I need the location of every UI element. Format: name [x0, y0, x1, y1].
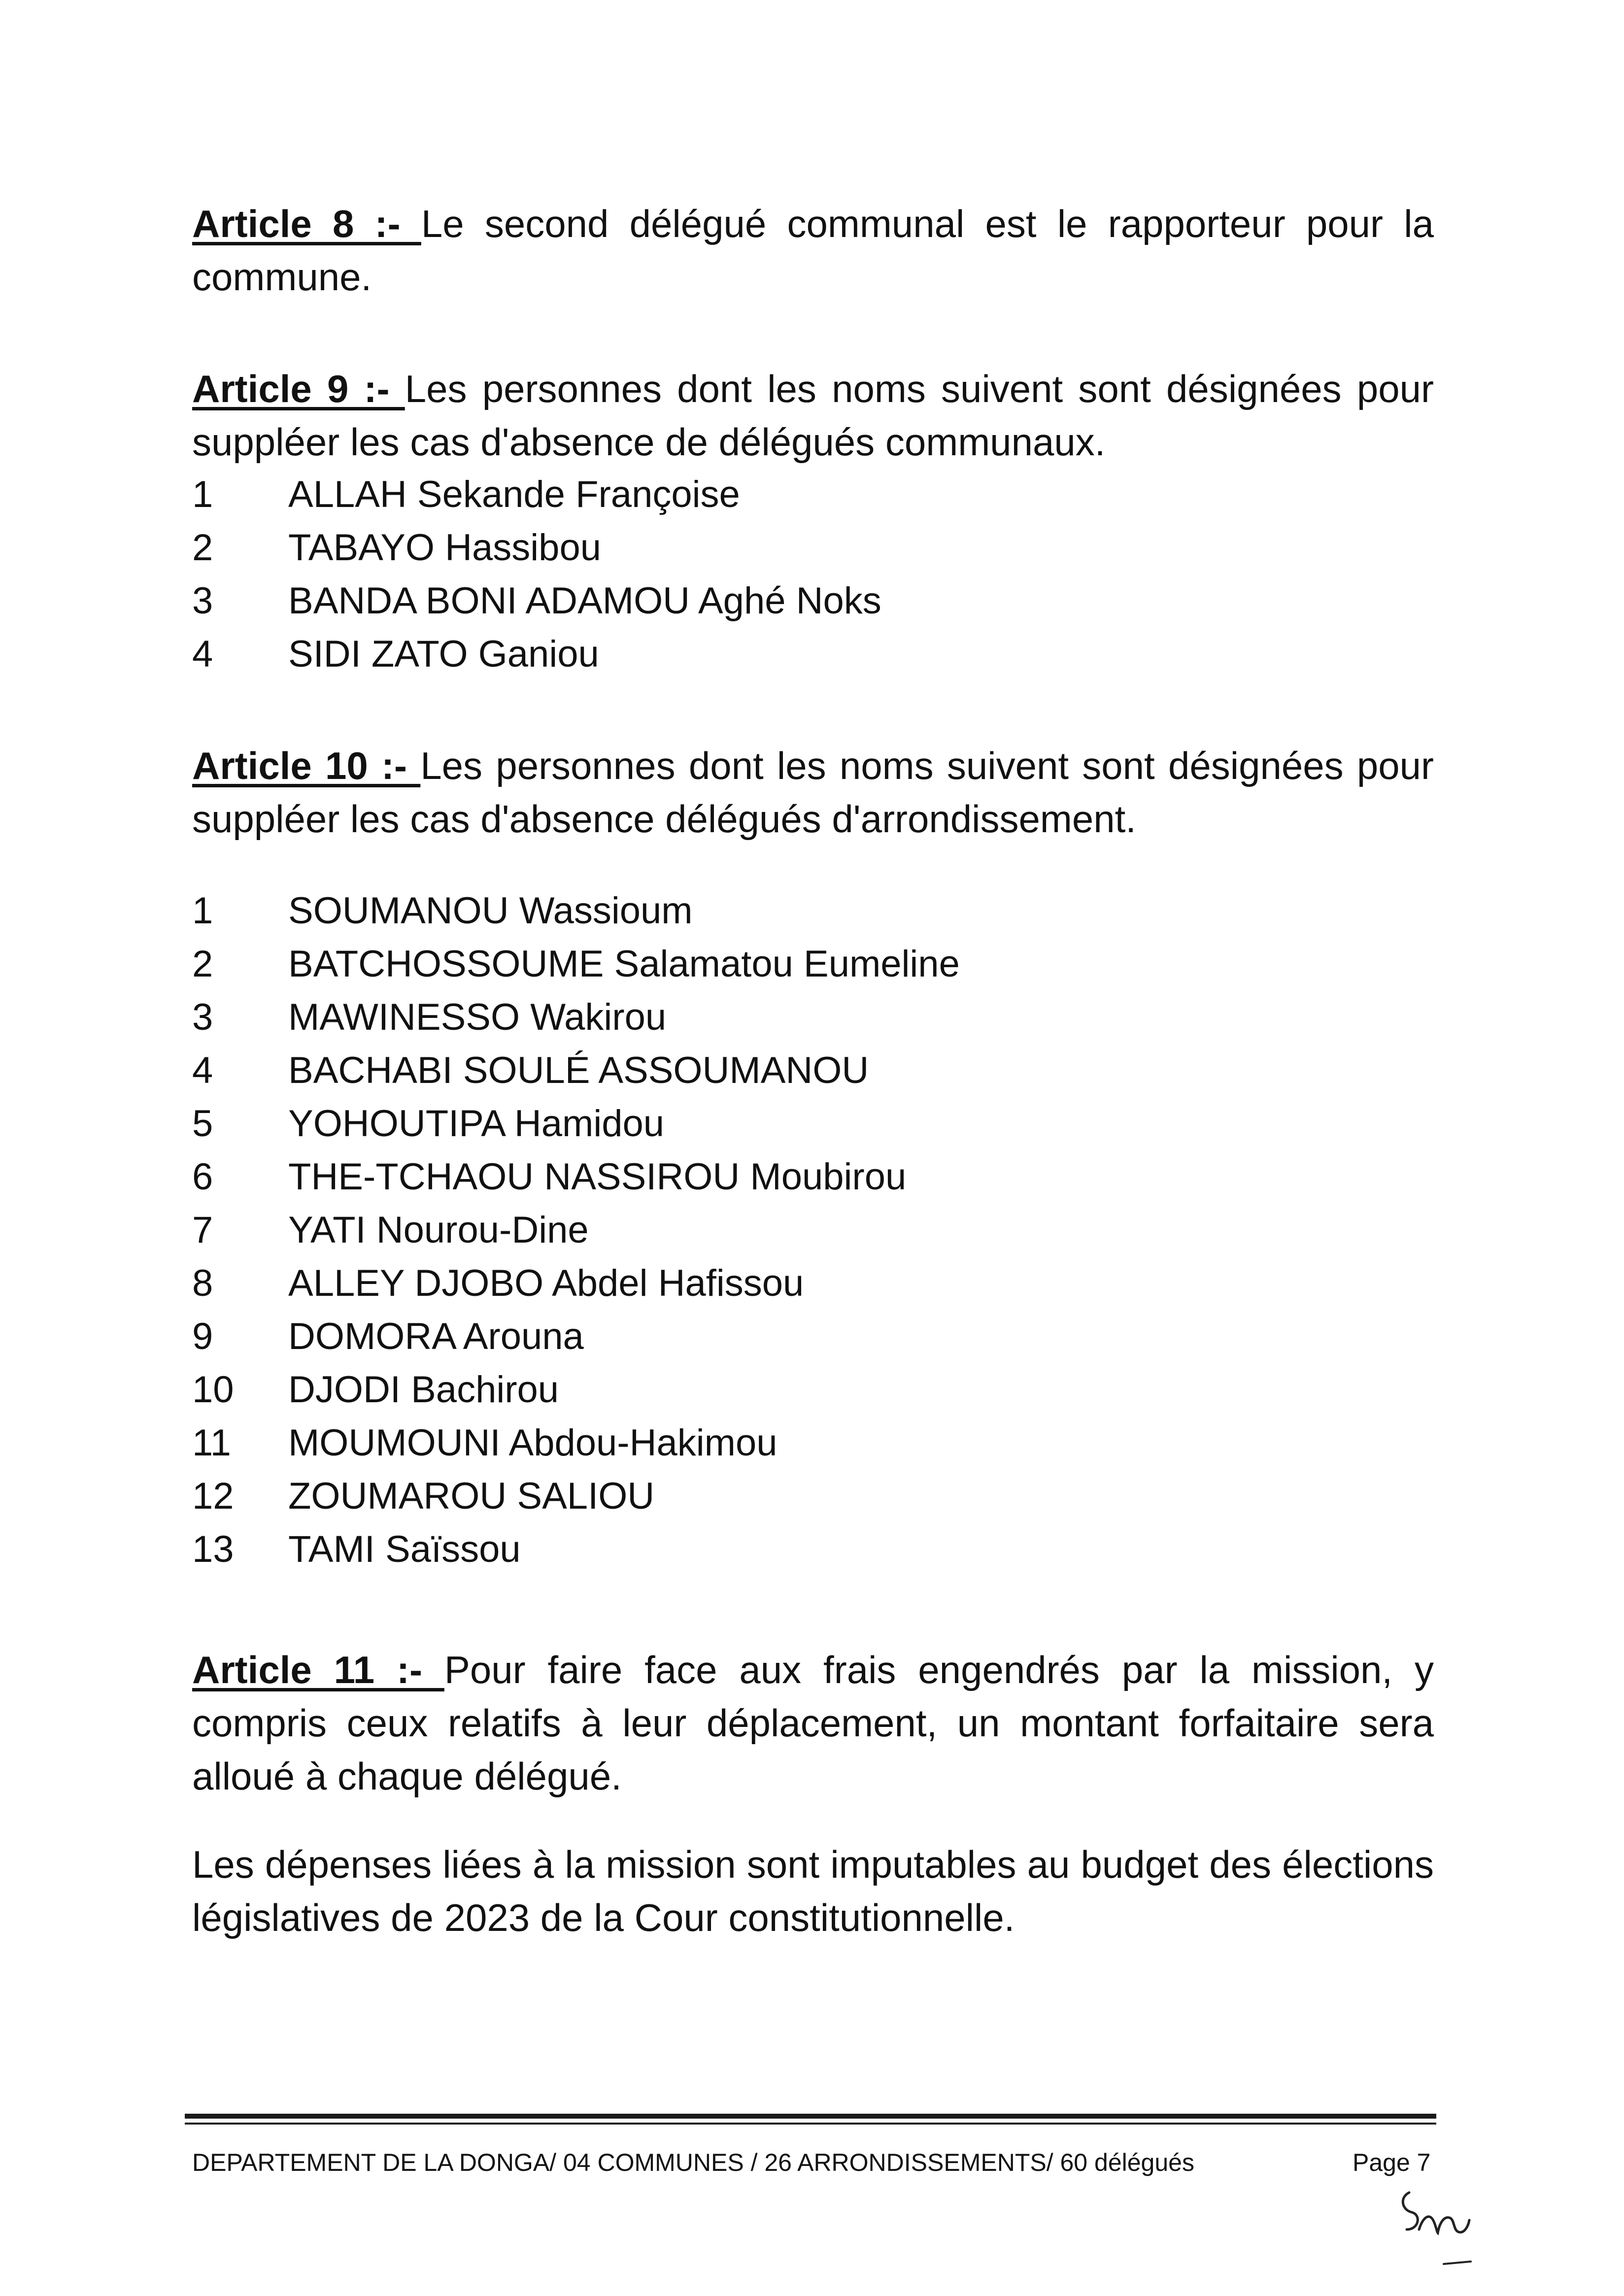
article-11-heading: Article 11 :- [192, 1648, 444, 1691]
footer-rule-thin [185, 2123, 1436, 2125]
article-9-paragraph [192, 362, 1434, 469]
article-8-heading: Article 8 :- [192, 202, 421, 245]
closing-block [192, 1838, 1434, 1944]
article-10-paragraph [192, 739, 1434, 845]
article-9 [192, 362, 1434, 469]
article-11 [192, 1643, 1434, 1803]
footer-rule-thick [185, 2114, 1436, 2119]
article-11-paragraph [192, 1643, 1434, 1803]
footer-department: DEPARTEMENT DE LA DONGA/ 04 COMMUNES / 26 ARRONDISSEMENTS/ 60 délégués [192, 2149, 1194, 2176]
signature-initials [1389, 2183, 1478, 2281]
closing-paragraph: Les dépenses liées à la mission sont imputables au budget des élections législatives de 2023 de la Cour constitutionnelle. [192, 1843, 1434, 1939]
article-9-heading: Article 9 :- [192, 367, 405, 410]
article-10-text: Les personnes dont les noms suivent sont désignées pour suppléer les cas d'absence délégués d'arrondissement. [192, 744, 1434, 841]
article-8-paragraph [192, 197, 1434, 304]
article-8 [192, 197, 1434, 304]
article-8-text: Le second délégué communal est le rapporteur pour la commune. [192, 202, 1434, 299]
article-11-text: Pour faire face aux frais engendrés par la mission, y compris ceux relatifs à leur déplacement, un montant forfaitaire sera alloué à chaque délégué. [192, 1648, 1434, 1798]
article-9-text: Les personnes dont les noms suivent sont désignées pour suppléer les cas d'absence de délégués communaux. [192, 367, 1434, 464]
page-number: Page 7 [1353, 2149, 1431, 2176]
article-10 [192, 739, 1434, 845]
article-10-heading: Article 10 :- [192, 744, 421, 787]
